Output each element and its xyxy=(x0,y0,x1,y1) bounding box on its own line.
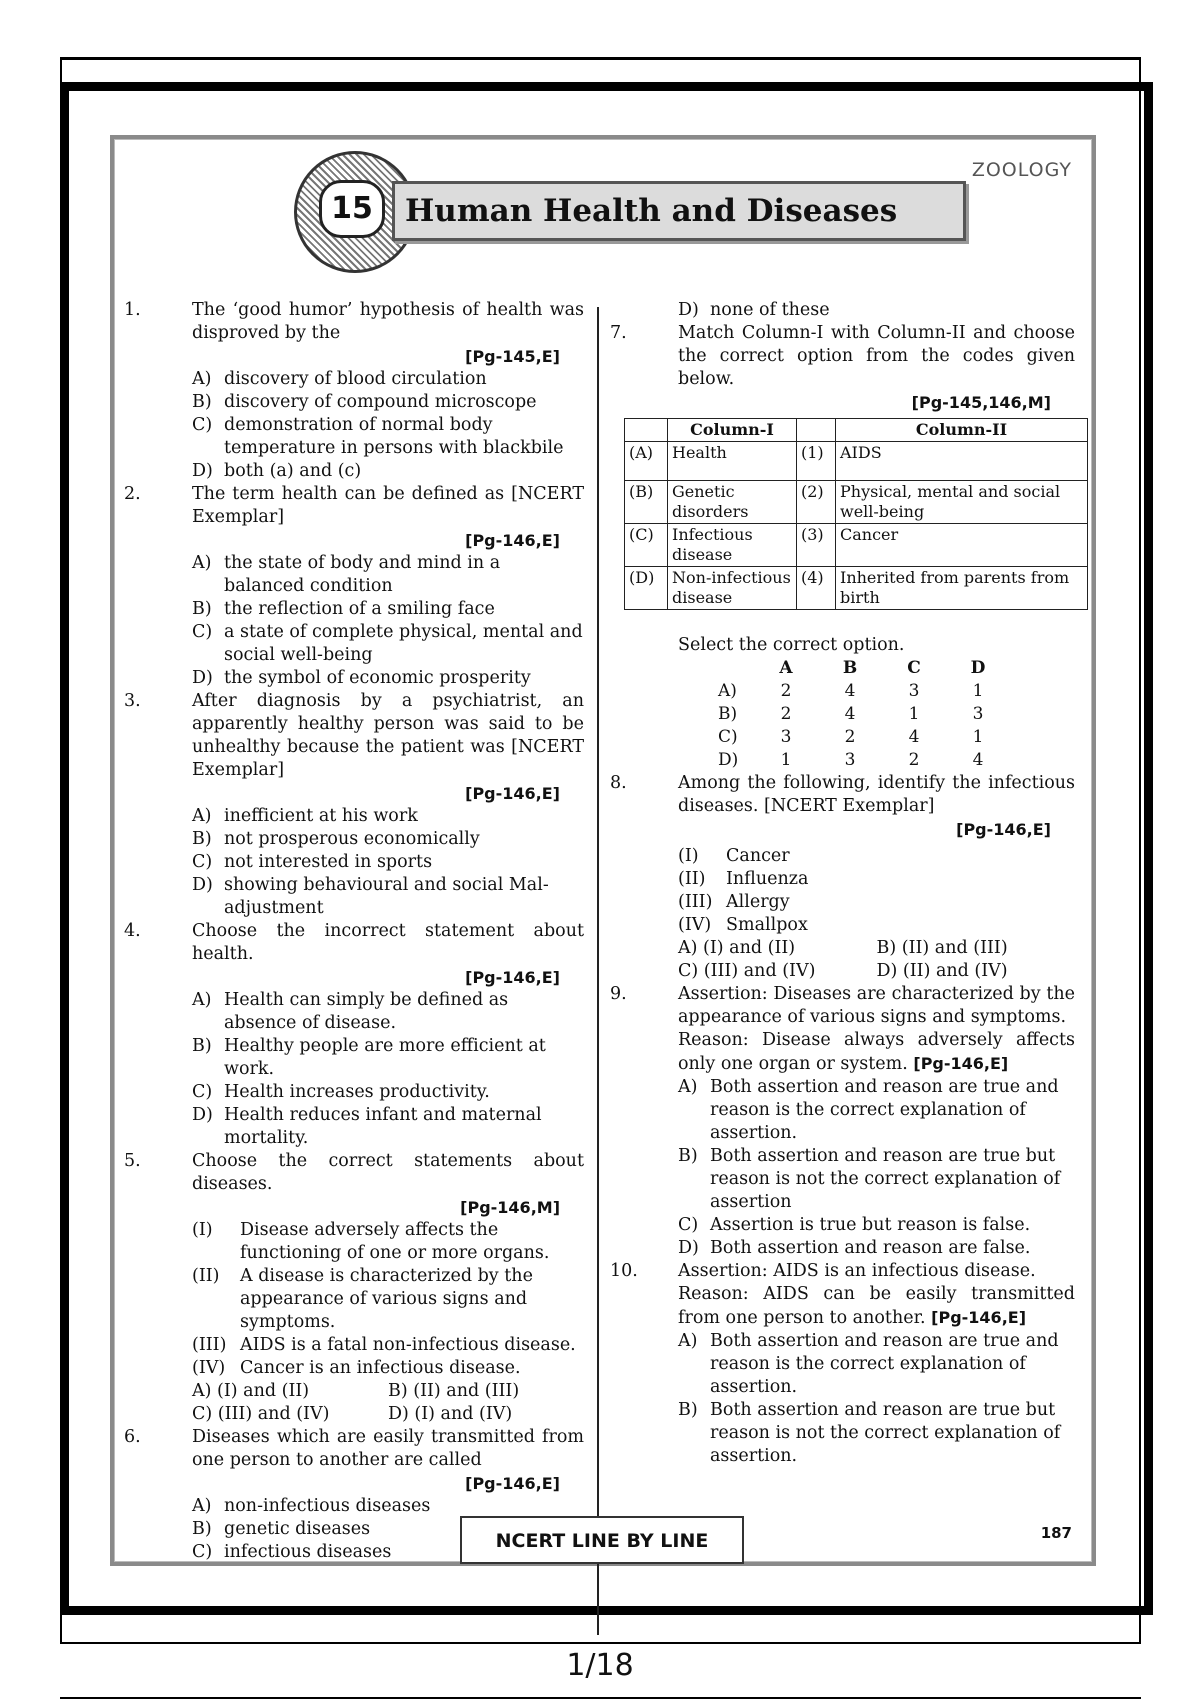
option-text: showing behavioural and social Mal-adjustment xyxy=(224,875,549,918)
page-reference: [Pg-146,E] xyxy=(465,968,560,987)
option-letter: (III) xyxy=(192,1335,227,1355)
option xyxy=(192,667,584,690)
option xyxy=(192,1035,584,1081)
question-number: 2. xyxy=(124,484,141,504)
option-pair-row xyxy=(192,1403,584,1426)
option-text: not prosperous economically xyxy=(224,829,480,849)
question-8 xyxy=(610,772,1075,983)
question-text: Among the following, identify the infectious diseases. [NCERT Exemplar] xyxy=(678,773,1075,816)
option-text: Health can simply be defined as absence of disease. xyxy=(224,990,509,1033)
code-value: 2 xyxy=(780,704,792,724)
reason: Reason: Disease always adversely affects only one organ or system. [Pg-146,E] xyxy=(678,1030,1075,1074)
option-text: the symbol of economic prosperity xyxy=(224,668,531,688)
question-2 xyxy=(124,483,584,690)
chapter-title: Human Health and Diseases xyxy=(405,193,898,229)
match-row xyxy=(625,442,1088,481)
option-text: Cancer is an infectious disease. xyxy=(240,1358,521,1378)
option-text: discovery of compound microscope xyxy=(224,392,537,412)
question-number: 8. xyxy=(610,773,627,793)
option xyxy=(192,1334,584,1357)
option: B) (II) and (III) xyxy=(388,1381,520,1401)
question-text: Diseases which are easily transmitted from one person to another are called xyxy=(192,1427,584,1470)
option-text: Disease adversely affects the functioning of one or more organs. xyxy=(240,1220,550,1263)
option xyxy=(678,868,1075,891)
option-letter: A) xyxy=(192,806,212,826)
match-table xyxy=(624,418,1088,610)
row-text: Physical, mental and social well-being xyxy=(836,481,1088,524)
page-reference: [Pg-146,E] xyxy=(465,784,560,803)
question-number: 7. xyxy=(610,323,627,343)
option-letter: A) xyxy=(678,1331,698,1351)
option-letter: D) xyxy=(678,1238,699,1258)
option-letter: A) xyxy=(192,990,212,1010)
option xyxy=(678,1237,1075,1260)
option-text: demonstration of normal body temperature in persons with blackbile xyxy=(224,415,564,458)
match-row xyxy=(625,524,1088,567)
option-text: the state of body and mind in a balanced condition xyxy=(224,553,501,596)
page-number: 187 xyxy=(1040,1524,1072,1542)
question-number: 9. xyxy=(610,984,627,1004)
option-text: genetic diseases xyxy=(224,1519,371,1539)
match-row xyxy=(625,567,1088,610)
option xyxy=(192,1265,584,1334)
chapter-title-box xyxy=(392,181,966,241)
option-text: Health reduces infant and maternal mortality. xyxy=(224,1105,542,1148)
option-letter: A) xyxy=(192,369,212,389)
option-text: Both assertion and reason are false. xyxy=(710,1238,1031,1258)
question-number: 3. xyxy=(124,691,141,711)
option-letter: C) xyxy=(192,1542,213,1562)
code-value: 4 xyxy=(972,750,984,770)
option-text: Both assertion and reason are true but reason is not the correct explanation of assertion. xyxy=(710,1400,1061,1466)
page-reference: [Pg-146,E] xyxy=(465,531,560,550)
row-text: AIDS xyxy=(836,442,1088,481)
question-5 xyxy=(124,1150,584,1426)
option xyxy=(192,874,584,920)
code-row xyxy=(718,726,1010,749)
page-reference: [Pg-146,E] xyxy=(913,1054,1009,1073)
subject-label: ZOOLOGY xyxy=(971,159,1072,181)
page-reference: [Pg-145,146,M] xyxy=(911,393,1051,412)
option-text: Allergy xyxy=(726,892,790,912)
option-pair-row xyxy=(678,937,1075,960)
option xyxy=(192,1495,584,1518)
row-text: Inherited from parents from birth xyxy=(836,567,1088,610)
footer-rule xyxy=(60,1697,1141,1699)
series-tab: NCERT LINE BY LINE xyxy=(460,1516,744,1564)
option-letter: (IV) xyxy=(678,915,712,935)
option xyxy=(678,891,1075,914)
option-letter: (II) xyxy=(678,869,706,889)
option-letter: A) xyxy=(678,1077,698,1097)
match-row xyxy=(625,481,1088,524)
option-text: both (a) and (c) xyxy=(224,461,362,481)
option xyxy=(192,414,584,460)
chapter-number: 15 xyxy=(319,180,385,238)
option-letter: C) xyxy=(192,622,213,642)
option: A) (I) and (II) xyxy=(192,1381,310,1401)
question-text: The term health can be defined as [NCERT Exemplar] xyxy=(192,484,584,527)
page-reference: [Pg-146,E] xyxy=(956,820,1051,839)
question-number: 4. xyxy=(124,921,141,941)
option xyxy=(192,1357,584,1380)
question-number: 5. xyxy=(124,1151,141,1171)
option-text: non-infectious diseases xyxy=(224,1496,431,1516)
option-text: Both assertion and reason are true and reason is the correct explanation of assertion. xyxy=(710,1331,1059,1397)
option-letter: D) xyxy=(192,1105,213,1125)
row-text: Non-infectious disease xyxy=(668,567,797,610)
row-label: (B) xyxy=(625,481,668,524)
code-value: 4 xyxy=(844,704,856,724)
option-letter: (I) xyxy=(192,1220,213,1240)
question-3 xyxy=(124,690,584,920)
question-text: Choose the incorrect statement about health. xyxy=(192,921,584,964)
question-6-continued xyxy=(610,299,1075,322)
row-label: (2) xyxy=(797,481,836,524)
option-letter: B) xyxy=(678,1146,698,1166)
code-letter: A) xyxy=(718,681,737,701)
option-text: inefficient at his work xyxy=(224,806,418,826)
code-value: 3 xyxy=(844,750,856,770)
option-letter: D) xyxy=(192,668,213,688)
option-text: Cancer xyxy=(726,846,790,866)
bottom-rule xyxy=(60,1642,1141,1644)
column-2-header: Column-II xyxy=(836,419,1088,442)
option: C) (III) and (IV) xyxy=(192,1404,330,1424)
option-letter: C) xyxy=(678,1215,699,1235)
option xyxy=(192,1219,584,1265)
question-text: Choose the correct statements about diseases. xyxy=(192,1151,584,1194)
option xyxy=(678,1145,1075,1214)
option xyxy=(678,1399,1075,1468)
left-column xyxy=(124,299,584,1564)
question-number: 10. xyxy=(610,1261,638,1281)
option xyxy=(192,552,584,598)
code-row xyxy=(718,749,1010,772)
page-reference: [Pg-146,M] xyxy=(460,1198,560,1217)
assertion: Assertion: AIDS is an infectious disease. xyxy=(678,1261,1036,1281)
row-text: Health xyxy=(668,442,797,481)
option xyxy=(192,805,584,828)
option: D) (II) and (IV) xyxy=(876,961,1008,981)
option-letter: (I) xyxy=(678,846,699,866)
option xyxy=(678,845,1075,868)
option-text: Both assertion and reason are true but reason is not the correct explanation of assertion xyxy=(710,1146,1061,1212)
question-number: 6. xyxy=(124,1427,141,1447)
option: D) (I) and (IV) xyxy=(388,1404,513,1424)
answer-codes: A B C D A) 2 4 3 1 B) 2 4 1 3 C) 3 2 4 1 D) 1 3 2 4 xyxy=(718,657,1010,772)
content-frame xyxy=(110,135,1096,1566)
option-text: Both assertion and reason are true and reason is the correct explanation of assertion. xyxy=(710,1077,1059,1143)
code-value: 2 xyxy=(844,727,856,747)
code-row xyxy=(718,680,1010,703)
option: B) (II) and (III) xyxy=(876,938,1008,958)
question-9 xyxy=(610,983,1075,1260)
code-letter: C) xyxy=(718,727,738,747)
option xyxy=(192,851,584,874)
option-text: the reflection of a smiling face xyxy=(224,599,495,619)
code-value: 1 xyxy=(972,727,984,747)
option-text: Smallpox xyxy=(726,915,808,935)
option xyxy=(678,1076,1075,1145)
select-instruction: Select the correct option. xyxy=(678,635,905,655)
question-text: Match Column-I with Column-II and choose the correct option from the codes given below. xyxy=(678,323,1075,389)
code-value: 4 xyxy=(844,681,856,701)
row-label: (D) xyxy=(625,567,668,610)
page-reference: [Pg-146,E] xyxy=(465,1474,560,1493)
option-letter: B) xyxy=(678,1400,698,1420)
question-10 xyxy=(610,1260,1075,1468)
option: D) none of these xyxy=(678,300,830,320)
top-rule xyxy=(60,57,1141,60)
code-value: 1 xyxy=(780,750,792,770)
option-text: not interested in sports xyxy=(224,852,433,872)
row-label: (A) xyxy=(625,442,668,481)
right-column xyxy=(610,299,1075,1468)
option-letter: C) xyxy=(192,1082,213,1102)
option xyxy=(192,1081,584,1104)
code-value: 1 xyxy=(972,681,984,701)
option-letter: A) xyxy=(192,553,212,573)
option-pair-row xyxy=(192,1380,584,1403)
option-letter: B) xyxy=(192,1519,212,1539)
row-label: (4) xyxy=(797,567,836,610)
option xyxy=(192,621,584,667)
row-text: Genetic disorders xyxy=(668,481,797,524)
code-row xyxy=(718,703,1010,726)
option-letter: A) xyxy=(192,1496,212,1516)
code-value: 4 xyxy=(908,727,920,747)
option-letter: C) xyxy=(192,852,213,872)
page-counter: 1/18 xyxy=(566,1648,634,1683)
option-letter: (II) xyxy=(192,1266,220,1286)
option xyxy=(678,1214,1075,1237)
option-letter: (III) xyxy=(678,892,713,912)
option-letter: B) xyxy=(192,392,212,412)
option-text: AIDS is a fatal non-infectious disease. xyxy=(240,1335,576,1355)
question-4 xyxy=(124,920,584,1150)
option xyxy=(192,598,584,621)
option-text: Assertion is true but reason is false. xyxy=(710,1215,1031,1235)
option-letter: D) xyxy=(192,875,213,895)
row-label: (C) xyxy=(625,524,668,567)
column-1-header: Column-I xyxy=(668,419,797,442)
option-letter: C) xyxy=(192,415,213,435)
code-letter: D) xyxy=(718,750,739,770)
code-value: 1 xyxy=(908,704,920,724)
row-text: Cancer xyxy=(836,524,1088,567)
page-reference: [Pg-145,E] xyxy=(465,347,560,366)
option xyxy=(192,368,584,391)
row-label: (1) xyxy=(797,442,836,481)
assertion: Assertion: Diseases are characterized by the appearance of various signs and symptoms. xyxy=(678,984,1075,1027)
code-value: 3 xyxy=(972,704,984,724)
option xyxy=(678,1330,1075,1399)
option-letter: (IV) xyxy=(192,1358,226,1378)
option xyxy=(678,914,1075,937)
row-text: Infectious disease xyxy=(668,524,797,567)
option xyxy=(192,1104,584,1150)
code-value: 3 xyxy=(908,681,920,701)
page-reference: [Pg-146,E] xyxy=(931,1308,1027,1327)
code-letter: B) xyxy=(718,704,738,724)
question-text: After diagnosis by a psychiatrist, an apparently healthy person was said to be unhealthy because the patient was [NCERT Exemplar] xyxy=(192,691,584,780)
option-text: a state of complete physical, mental and social well-being xyxy=(224,622,583,665)
option-text: Influenza xyxy=(726,869,809,889)
code-value: 3 xyxy=(780,727,792,747)
option-text: Health increases productivity. xyxy=(224,1082,490,1102)
question-text: The ‘good humor’ hypothesis of health was disproved by the xyxy=(192,300,584,343)
reason: Reason: AIDS can be easily transmitted from one person to another. [Pg-146,E] xyxy=(678,1284,1075,1328)
option-pair-row xyxy=(678,960,1075,983)
option-letter: D) xyxy=(192,461,213,481)
code-value: 2 xyxy=(908,750,920,770)
option-letter: B) xyxy=(192,1036,212,1056)
option-letter: B) xyxy=(192,599,212,619)
option xyxy=(192,989,584,1035)
option xyxy=(192,828,584,851)
question-7 xyxy=(610,322,1075,772)
option xyxy=(192,391,584,414)
code-value: 2 xyxy=(780,681,792,701)
option xyxy=(192,460,584,483)
option: A) (I) and (II) xyxy=(678,938,796,958)
option: C) (III) and (IV) xyxy=(678,961,816,981)
question-1 xyxy=(124,299,584,483)
option-text: Healthy people are more efficient at work. xyxy=(224,1036,546,1079)
question-number: 1. xyxy=(124,300,141,320)
option-letter: B) xyxy=(192,829,212,849)
option-text: discovery of blood circulation xyxy=(224,369,487,389)
row-label: (3) xyxy=(797,524,836,567)
column-divider xyxy=(597,307,599,1635)
option-text: infectious diseases xyxy=(224,1542,392,1562)
option-text: A disease is characterized by the appearance of various signs and symptoms. xyxy=(240,1266,533,1332)
